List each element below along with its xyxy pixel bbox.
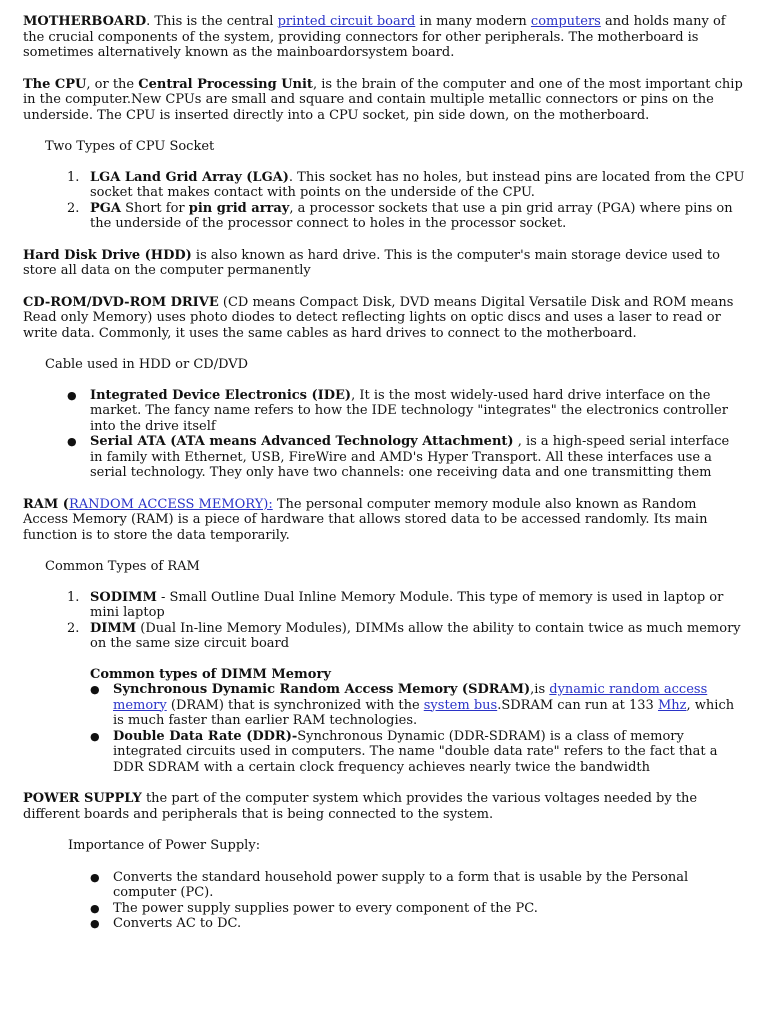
sdram-term: Synchronous Dynamic Random Access Memory (SDRAM) bbox=[113, 682, 531, 697]
power-item-text: Converts AC to DC. bbox=[113, 916, 242, 931]
cpu-term: The CPU bbox=[23, 76, 87, 92]
cdrom-text: (CD means Compact Disk, DVD means Digital Versatile Disk and ROM means Read only Memory) uses photo diodes to detect reflecting lights on optic discs and uses a laser to read or write data. Commonly, it uses the same cables as hard drives to connect to the motherboard. bbox=[23, 294, 734, 341]
power-importance-label: Importance of Power Supply: bbox=[68, 838, 261, 853]
dimm-term: DIMM bbox=[90, 620, 137, 636]
ide-term: Integrated Device Electronics (IDE) bbox=[90, 387, 352, 403]
system-bus-link[interactable]: system bus bbox=[423, 697, 498, 713]
list-item bbox=[90, 682, 745, 729]
list-number: 2. bbox=[67, 200, 80, 216]
computers-link[interactable]: computers bbox=[530, 14, 601, 29]
ram-text: The personal computer memory module also known as Random Access Memory (RAM) is a piece of hardware that allows stored data to be accessed randomly. Its main function is to store the data temporarily. bbox=[23, 496, 708, 543]
cable-list bbox=[67, 387, 745, 481]
power-supply-text: the part of the computer system which provides the various voltages needed by the different boards and peripherals that is being connected to the system. bbox=[23, 791, 698, 822]
motherboard-text-2: in many modern bbox=[415, 14, 531, 29]
dynamic-random-access-memory-link[interactable]: dynamic random access memory bbox=[113, 682, 708, 713]
list-item bbox=[90, 916, 745, 932]
sata-term: Serial ATA (ATA means Advanced Technology Attachment) bbox=[90, 434, 514, 449]
ram-types-list bbox=[67, 589, 745, 652]
dimm-text: (Dual In-line Memory Modules), DIMMs allow the ability to contain twice as much memory on the same size circuit board bbox=[90, 620, 741, 651]
power-supply-term: POWER SUPPLY bbox=[23, 791, 142, 806]
dimm-types-heading bbox=[90, 667, 745, 683]
lga-term: LGA Land Grid Array (LGA) bbox=[90, 169, 289, 185]
list-item bbox=[67, 387, 745, 435]
sata-text: , is a high-speed serial interface in family with Ethernet, USB, FireWire and AMD's Hyper Transport. All these interfaces use a serial technology. They only have two channels: one receiving data and one transmitting them bbox=[90, 434, 730, 480]
hdd-term: Hard Disk Drive (HDD) bbox=[23, 247, 192, 263]
list-item bbox=[67, 620, 745, 652]
power-importance-list bbox=[90, 869, 745, 932]
motherboard-term: MOTHERBOARD bbox=[23, 14, 147, 29]
sdram-text-3: .SDRAM can run at 133 bbox=[497, 697, 658, 713]
cpu-text-1: , or the bbox=[86, 76, 139, 92]
bullet-icon: ● bbox=[90, 683, 100, 696]
cpu-text-2: , is the brain of the computer and one of the most important chip in the computer.New CPUs are small and square and contain multiple metallic connectors or pins on the underside. The CPU is inserted directly into a CPU socket, pin side down, on the motherboard. bbox=[23, 76, 743, 123]
cpu-fullname-term: Central Processing Unit bbox=[138, 76, 313, 92]
socket-types-label: Two Types of CPU Socket bbox=[45, 139, 215, 154]
bullet-icon: ● bbox=[90, 917, 100, 930]
sdram-text-2: (DRAM) that is synchronized with the bbox=[166, 697, 424, 713]
document-page bbox=[23, 14, 745, 948]
power-item-text: The power supply supplies power to every component of the PC. bbox=[113, 900, 538, 916]
list-number: 2. bbox=[67, 620, 80, 636]
cdrom-paragraph bbox=[23, 295, 745, 342]
cdrom-term: CD-ROM/DVD-ROM DRIVE bbox=[23, 294, 219, 310]
bullet-icon: ● bbox=[90, 729, 100, 743]
hdd-text: is also known as hard drive. This is the computer's main storage device used to store all data on the computer permanently bbox=[23, 247, 720, 278]
motherboard-paragraph bbox=[23, 14, 745, 61]
list-item bbox=[67, 200, 745, 232]
dimm-types-list bbox=[90, 682, 745, 775]
sdram-text-1: ,is bbox=[530, 682, 550, 697]
sodimm-term: SODIMM bbox=[90, 589, 157, 605]
random-access-memory-link[interactable]: RANDOM ACCESS MEMORY): bbox=[68, 496, 273, 512]
list-item bbox=[90, 900, 745, 917]
ram-term: RAM ( bbox=[23, 496, 69, 512]
bullet-icon: ● bbox=[90, 870, 100, 884]
list-item bbox=[90, 728, 745, 776]
ram-paragraph bbox=[23, 497, 745, 544]
cable-label: Cable used in HDD or CD/DVD bbox=[45, 357, 249, 372]
motherboard-text-3: and holds many of the crucial components of the system, providing connectors for other peripherals. The motherboard is sometimes alternatively known as the mainboardorsystem board. bbox=[23, 14, 726, 60]
list-item bbox=[67, 434, 745, 481]
list-item bbox=[67, 589, 745, 621]
bullet-icon: ● bbox=[67, 435, 77, 448]
ddr-text: Synchronous Dynamic (DDR-SDRAM) is a class of memory integrated circuits used in computers. The name "double data rate" refers to the fact that a DDR SDRAM with a certain clock frequency achieves nearly twice the bandwidth bbox=[113, 728, 718, 775]
pga-text-2: , a processor sockets that use a pin grid array (PGA) where pins on the underside of the processor connect to holes in the processor socket. bbox=[90, 200, 733, 231]
power-supply-paragraph bbox=[23, 791, 745, 822]
ddr-term: Double Data Rate (DDR)- bbox=[113, 728, 298, 744]
list-item bbox=[67, 169, 745, 201]
printed-circuit-board-link[interactable]: printed circuit board bbox=[277, 14, 416, 29]
ram-types-label: Common Types of RAM bbox=[45, 559, 200, 574]
ide-text: , It is the most widely-used hard drive interface on the market. The fancy name refers to how the IDE technology "integrates" the electronics controller into the drive itself bbox=[90, 387, 728, 434]
list-item bbox=[90, 869, 745, 901]
sdram-text-4: , which is much faster than earlier RAM technologies. bbox=[113, 697, 735, 728]
motherboard-text-1: . This is the central bbox=[146, 14, 278, 29]
bullet-icon: ● bbox=[90, 901, 100, 915]
mhz-link[interactable]: Mhz bbox=[657, 697, 687, 713]
bullet-icon: ● bbox=[67, 388, 77, 402]
sodimm-text: - Small Outline Dual Inline Memory Module. This type of memory is used in laptop or mini laptop bbox=[90, 589, 724, 620]
hdd-paragraph bbox=[23, 248, 745, 279]
list-number: 1. bbox=[67, 169, 80, 185]
lga-text: . This socket has no holes, but instead pins are located from the CPU socket that makes contact with points on the underside of the CPU. bbox=[90, 169, 745, 200]
pga-term: PGA bbox=[90, 200, 121, 216]
pin-grid-array-term: pin grid array bbox=[188, 200, 290, 216]
list-number: 1. bbox=[67, 589, 80, 605]
socket-types-list bbox=[67, 169, 745, 232]
dimm-types-heading-text: Common types of DIMM Memory bbox=[90, 666, 331, 682]
pga-text-1: Short for bbox=[120, 200, 189, 216]
cpu-paragraph bbox=[23, 77, 745, 124]
power-item-text: Converts the standard household power supply to a form that is usable by the Personal computer (PC). bbox=[113, 869, 689, 900]
